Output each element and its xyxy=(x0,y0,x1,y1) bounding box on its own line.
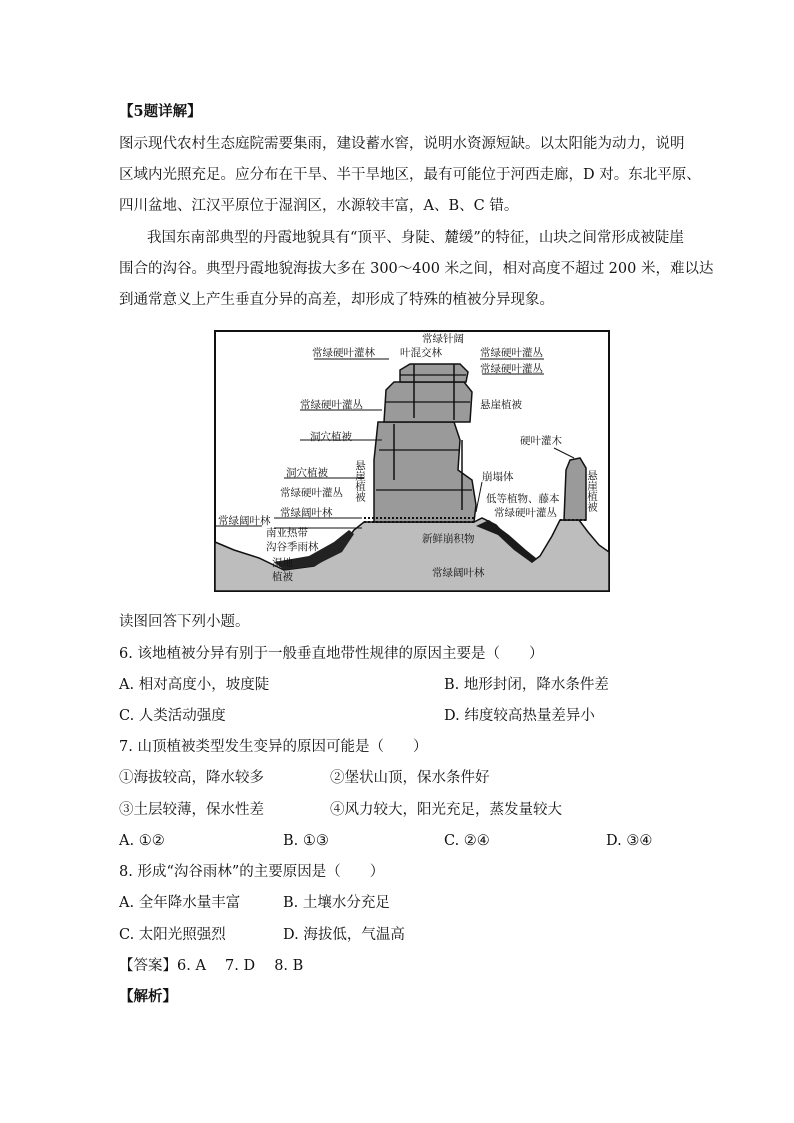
label-cliff-veg-vertical: 悬崖植被 xyxy=(354,460,366,502)
figure-svg xyxy=(214,330,610,592)
label-cave-veg-upper: 洞穴植被 xyxy=(310,431,352,443)
label-hard-shrub: 硬叶灌木 xyxy=(520,435,562,447)
q6-option-d: D. 纬度较高热量差异小 xyxy=(444,708,595,724)
label-top-conifer: 常绿针阔 xyxy=(422,333,464,345)
label-evergreen-broadleaf-lower: 常绿阔叶林 xyxy=(280,507,333,519)
label-wetland: 湿地 xyxy=(272,557,293,569)
q7-option-d: D. ③④ xyxy=(606,833,653,849)
label-top-right-2: 常绿硬叶灌丛 xyxy=(480,363,543,375)
danxia-vegetation-figure xyxy=(214,330,610,592)
q6-option-a: A. 相对高度小，坡度陡 xyxy=(119,677,270,693)
label-fresh-debris: 新鲜崩积物 xyxy=(422,533,475,545)
q7-statement-1: ①海拔较高，降水较多 xyxy=(119,770,264,786)
q8-stem: 8. 形成“沟谷雨林”的主要原因是（ ） xyxy=(119,864,385,880)
label-cave-veg-lower: 洞穴植被 xyxy=(286,467,328,479)
q7-statement-4: ④风力较大，阳光充足，蒸发量较大 xyxy=(330,802,562,818)
label-mid-left-shrub: 常绿硬叶灌丛 xyxy=(300,399,363,411)
q8-option-d: D. 海拔低，气温高 xyxy=(283,927,405,943)
label-top-left: 常绿硬叶灌林 xyxy=(312,347,375,359)
q7-option-b: B. ①③ xyxy=(283,833,329,849)
q7-statement-2: ②堡状山顶，保水条件好 xyxy=(330,770,490,786)
q8-option-c: C. 太阳光照强烈 xyxy=(119,927,226,943)
section-title: 【5题详解】 xyxy=(119,103,202,120)
label-top-right-1: 常绿硬叶灌丛 xyxy=(480,347,543,359)
label-south-subtropical: 南亚热带 xyxy=(266,527,308,539)
label-low-plants: 低等植物、藤本 xyxy=(486,493,560,505)
label-valley-rainforest: 沟谷季雨林 xyxy=(266,541,319,553)
q7-statement-3: ③土层较薄，保水性差 xyxy=(119,802,264,818)
read-prompt: 读图回答下列小题。 xyxy=(119,614,250,630)
intro-line-2: 围合的沟谷。典型丹霞地貌海拔大多在 300～400 米之间，相对高度不超过 200 米，难以达 xyxy=(119,261,714,277)
q7-option-a: A. ①② xyxy=(119,833,165,849)
label-top-mixed: 叶混交林 xyxy=(400,347,442,359)
intro-line-3: 到通常意义上产生垂直分异的高差，却形成了特殊的植被分异现象。 xyxy=(119,292,554,308)
intro-line-1: 我国东南部典型的丹霞地貌具有“顶平、身陡、麓缓”的特征，山块之间常形成被陡崖 xyxy=(147,230,684,246)
answer-line: 【答案】6. A 7. D 8. B xyxy=(119,958,304,974)
q6-option-b: B. 地形封闭，降水条件差 xyxy=(444,677,609,693)
explain-line-1: 图示现代农村生态庭院需要集雨，建设蓄水窖，说明水资源短缺。以太阳能为动力，说明 xyxy=(119,136,685,152)
summit-block xyxy=(400,364,468,382)
label-bottom-forest: 常绿阔叶林 xyxy=(432,567,485,579)
q7-stem: 7. 山顶植被类型发生变异的原因可能是（ ） xyxy=(119,739,428,755)
q8-option-b: B. 土壤水分充足 xyxy=(283,895,390,911)
label-evergreen-shrub-lower: 常绿硬叶灌丛 xyxy=(280,487,343,499)
right-pillar xyxy=(564,458,586,520)
analysis-heading: 【解析】 xyxy=(119,988,177,1005)
label-left-edge: 常绿阔叶林 xyxy=(218,515,271,527)
label-cliff-veg-right: 悬崖植被 xyxy=(480,399,522,411)
q6-option-c: C. 人类活动强度 xyxy=(119,708,226,724)
label-collapse-shrub: 常绿硬叶灌丛 xyxy=(494,507,557,519)
label-collapse: 崩塌体 xyxy=(482,471,514,483)
explain-line-2: 区域内光照充足。应分布在干旱、半干旱地区，最有可能位于河西走廊，D 对。东北平原、 xyxy=(119,167,701,183)
q7-option-c: C. ②④ xyxy=(444,833,490,849)
q6-stem: 6. 该地植被分异有别于一般垂直地带性规律的原因主要是（ ） xyxy=(119,646,544,662)
explain-line-3: 四川盆地、江汉平原位于湿润区，水源较丰富，A、B、C 错。 xyxy=(119,198,519,214)
q8-option-a: A. 全年降水量丰富 xyxy=(119,895,241,911)
label-right-cliff-veg: 悬崖植被 xyxy=(586,470,598,512)
label-wetland-veg: 植被 xyxy=(272,571,293,583)
